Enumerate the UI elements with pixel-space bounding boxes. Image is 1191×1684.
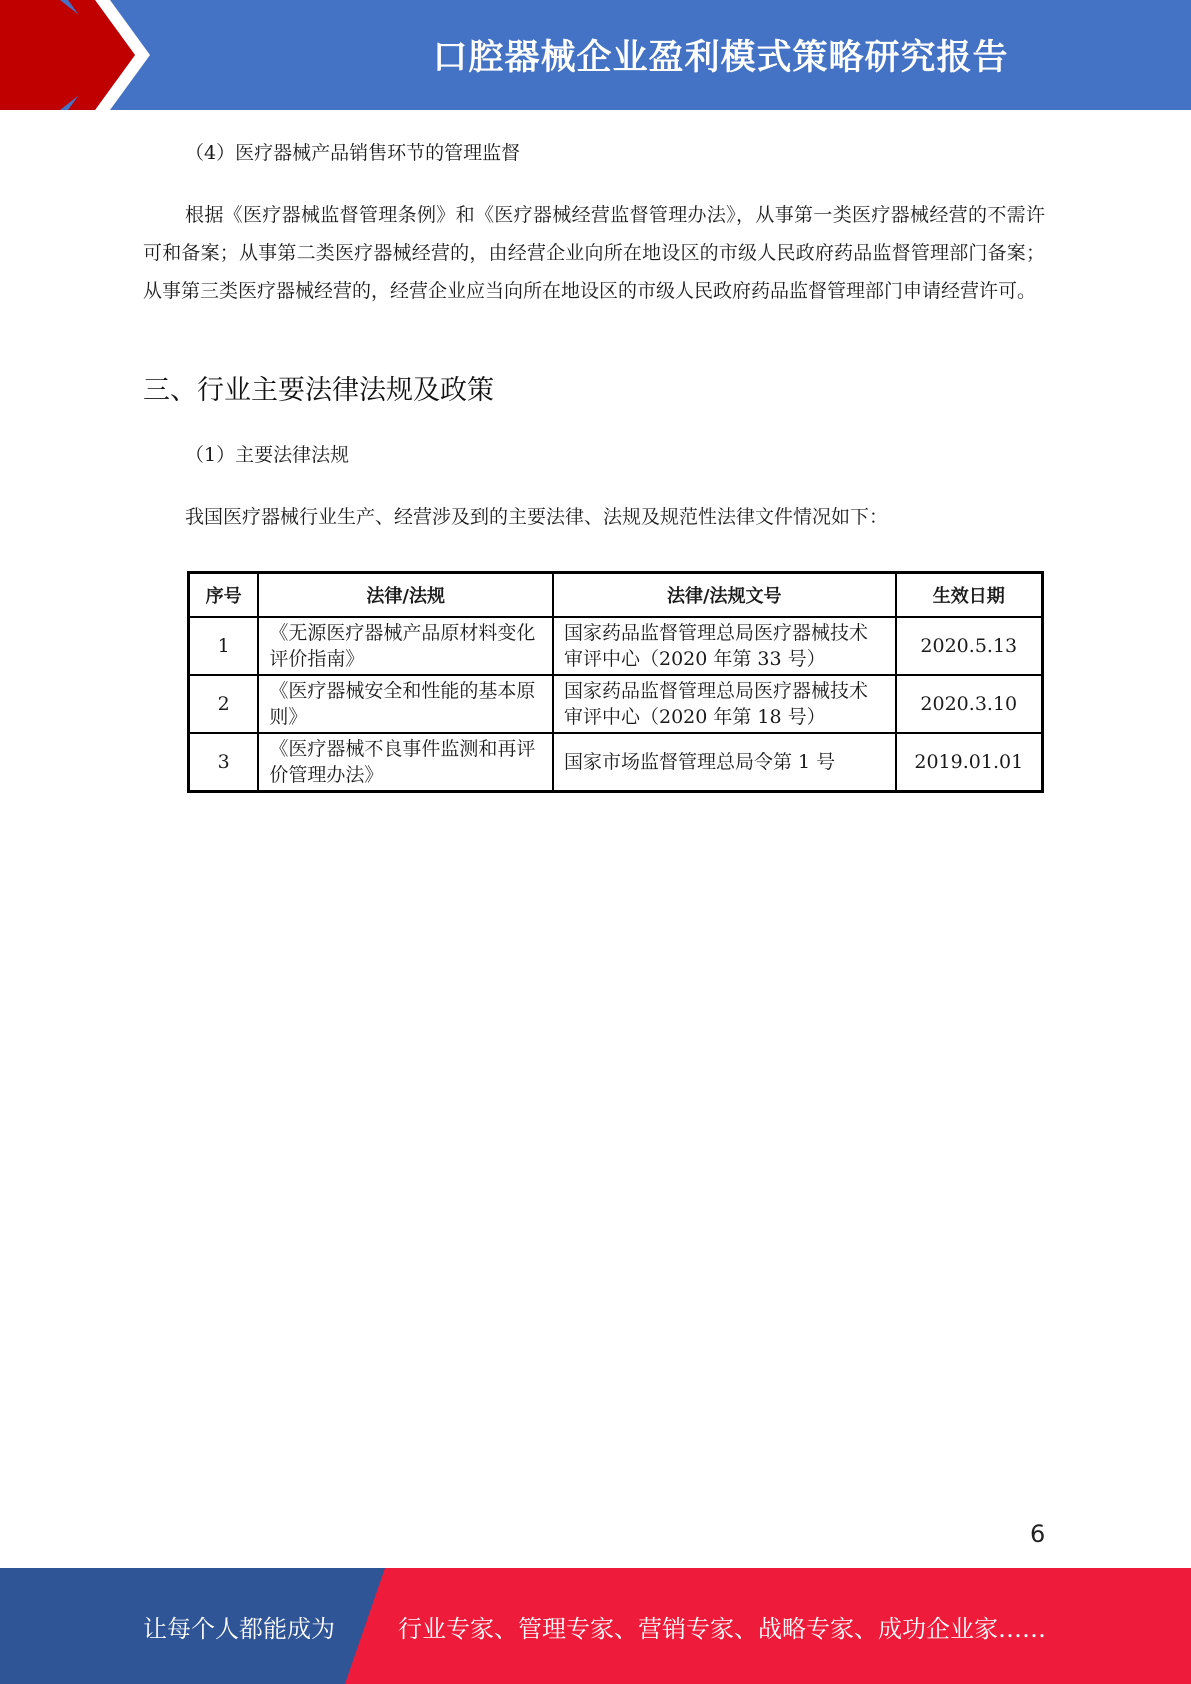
table-intro-text: 我国医疗器械行业生产、经营涉及到的主要法律、法规及规范性法律文件情况如下： — [185, 506, 889, 528]
header-law: 法律/法规 — [258, 573, 553, 618]
cell-date: 2019.01.01 — [896, 733, 1043, 792]
header-doc-number: 法律/法规文号 — [553, 573, 896, 618]
cell-law: 《无源医疗器械产品原材料变化评价指南》 — [258, 617, 553, 675]
cell-doc: 国家药品监督管理总局医疗器械技术审评中心（2020 年第 33 号） — [553, 617, 896, 675]
laws-table — [187, 571, 1044, 793]
cell-law: 《医疗器械安全和性能的基本原则》 — [258, 675, 553, 733]
table-row — [189, 733, 1043, 792]
cell-law: 《医疗器械不良事件监测和再评价管理办法》 — [258, 733, 553, 792]
header-no: 序号 — [189, 573, 259, 618]
subheading-sales-supervision: （4）医疗器械产品销售环节的管理监督 — [185, 142, 521, 164]
cell-no: 1 — [189, 617, 259, 675]
page-header — [0, 0, 1191, 110]
table-row — [189, 617, 1043, 675]
page-footer — [0, 1568, 1191, 1684]
table-header-row — [189, 573, 1043, 618]
cell-no: 3 — [189, 733, 259, 792]
table-row — [189, 675, 1043, 733]
regulation-paragraph: 根据《医疗器械监督管理条例》和《医疗器械经营监督管理办法》，从事第一类医疗器械经营的不需许可和备案；从事第二类医疗器械经营的，由经营企业向所在地设区的市级人民政府药品监督管理部门备案；从事第三类医疗器械经营的，经营企业应当向所在地设区的市级人民政府药品监督管理部门申请经营许可。 — [143, 204, 1045, 302]
report-title: 口腔器械企业盈利模式策略研究报告 — [432, 38, 1009, 78]
footer-slogan-left: 让每个人都能成为 — [143, 1614, 335, 1643]
section-title-laws: 三、行业主要法律法规及政策 — [143, 375, 494, 406]
cell-date: 2020.5.13 — [896, 617, 1043, 675]
header-effective-date: 生效日期 — [896, 573, 1043, 618]
cell-doc: 国家市场监督管理总局令第 1 号 — [553, 733, 896, 792]
page-number: 6 — [1030, 1520, 1046, 1548]
footer-slogan-right: 行业专家、管理专家、营销专家、战略专家、成功企业家…… — [398, 1614, 1046, 1643]
cell-doc: 国家药品监督管理总局医疗器械技术审评中心（2020 年第 18 号） — [553, 675, 896, 733]
cell-no: 2 — [189, 675, 259, 733]
cell-date: 2020.3.10 — [896, 675, 1043, 733]
subheading-main-laws: （1）主要法律法规 — [185, 444, 350, 466]
